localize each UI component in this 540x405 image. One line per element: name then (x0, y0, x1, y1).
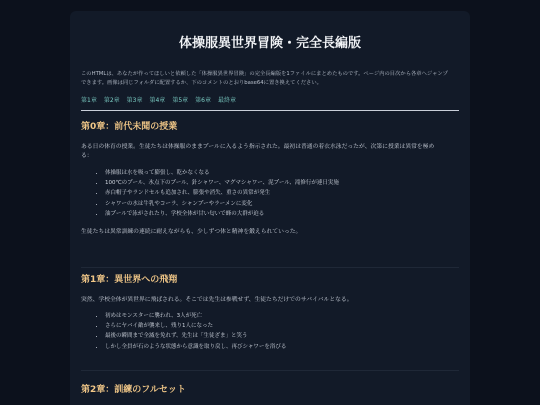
chapter-0-lead (81, 143, 459, 161)
list-item: • しかし全員が石のような状態から意識を取り戻し、再びシャワーを浴びる (105, 342, 459, 352)
lead-line: る： (81, 153, 93, 159)
list-item: • 体操服は水を吸って膨張し、乾かなくなる (105, 168, 459, 178)
header-divider (81, 110, 459, 111)
toc-link-chapter-4[interactable]: 第4章 (149, 97, 166, 104)
chapter-1-list (81, 311, 459, 352)
page-title: 体操服異世界冒険・完全長編版 (178, 36, 361, 51)
chapter-0-list (81, 168, 459, 219)
intro-line: できます。画像は同じフォルダに配置するか、下のコメントのとおりbase64に置き換えてください。 (81, 80, 322, 86)
toc-link-chapter-2[interactable]: 第2章 (103, 97, 120, 104)
table-of-contents (81, 96, 459, 106)
list-item: • 赤白帽子やランドセルも追加され、膨張や消失、重さの異常が発生 (105, 188, 459, 198)
list-item: • シャワーの水は牛乳やコーラ、シャンプーやラーメンに変化 (105, 199, 459, 209)
chapter-2-section (81, 384, 459, 396)
intro-text (81, 70, 459, 88)
lead-line: ある日の体育の授業。生徒たちは体操服のままプールに入るよう指示された。最初は普通の着衣水泳だったが、次第に授業は異常を極め (81, 144, 435, 150)
list-item: • 100℃のプール、氷点下のプール、針シャワー、マグマシャワー、泥プール、滝修行が連日実施 (105, 178, 459, 188)
section-divider (81, 370, 459, 371)
chapter-1-lead: 突然、学校全体が異世界に飛ばされる。そこでは先生は参戦せず、生徒たちだけでのサバイバルとなる。 (81, 297, 353, 303)
chapter-0-title: 第0章：前代未聞の授業 (81, 122, 178, 132)
chapter-2-title: 第2章：訓練のフルセット (81, 385, 186, 395)
chapter-0-tail: 生徒たちは異常訓練の連続に耐えながらも、少しずつ体と精神を鍛えられていった。 (81, 229, 302, 236)
toc-link-chapter-6[interactable]: 第6章 (195, 97, 211, 104)
list-item: • 最後の瞬間まで全滅を免れず、先生は「生徒ざま」と笑う (105, 331, 459, 341)
list-item: • さらにヤバイ敵が襲来し、残り1人になった (105, 321, 459, 331)
toc-link-chapter-5[interactable]: 第5章 (172, 97, 189, 104)
toc-link-chapter-3[interactable]: 第3章 (126, 97, 143, 104)
list-item: • 油プールで泳がされたり、学校全体が甘い匂いで蜂の大群が迫る (105, 209, 459, 219)
toc-link-final-chapter[interactable]: 最終章 (217, 97, 236, 104)
document-panel (70, 11, 470, 405)
chapter-1-title: 第1章：異世界への飛翔 (81, 275, 178, 285)
toc-link-chapter-1[interactable]: 第1章 (81, 97, 97, 104)
chapter-0-section (81, 121, 459, 237)
list-item: • 初めはモンスターに襲われ、3人が死亡 (105, 311, 459, 321)
intro-line: このHTMLは、あなたが作ってほしいと依頼した「体操服異世界冒険」の完全長編版を1ファイルにまとめたものです。ページ内の目次から各章へジャンプ (81, 71, 448, 77)
section-divider (81, 267, 459, 268)
chapter-1-section (81, 274, 459, 352)
